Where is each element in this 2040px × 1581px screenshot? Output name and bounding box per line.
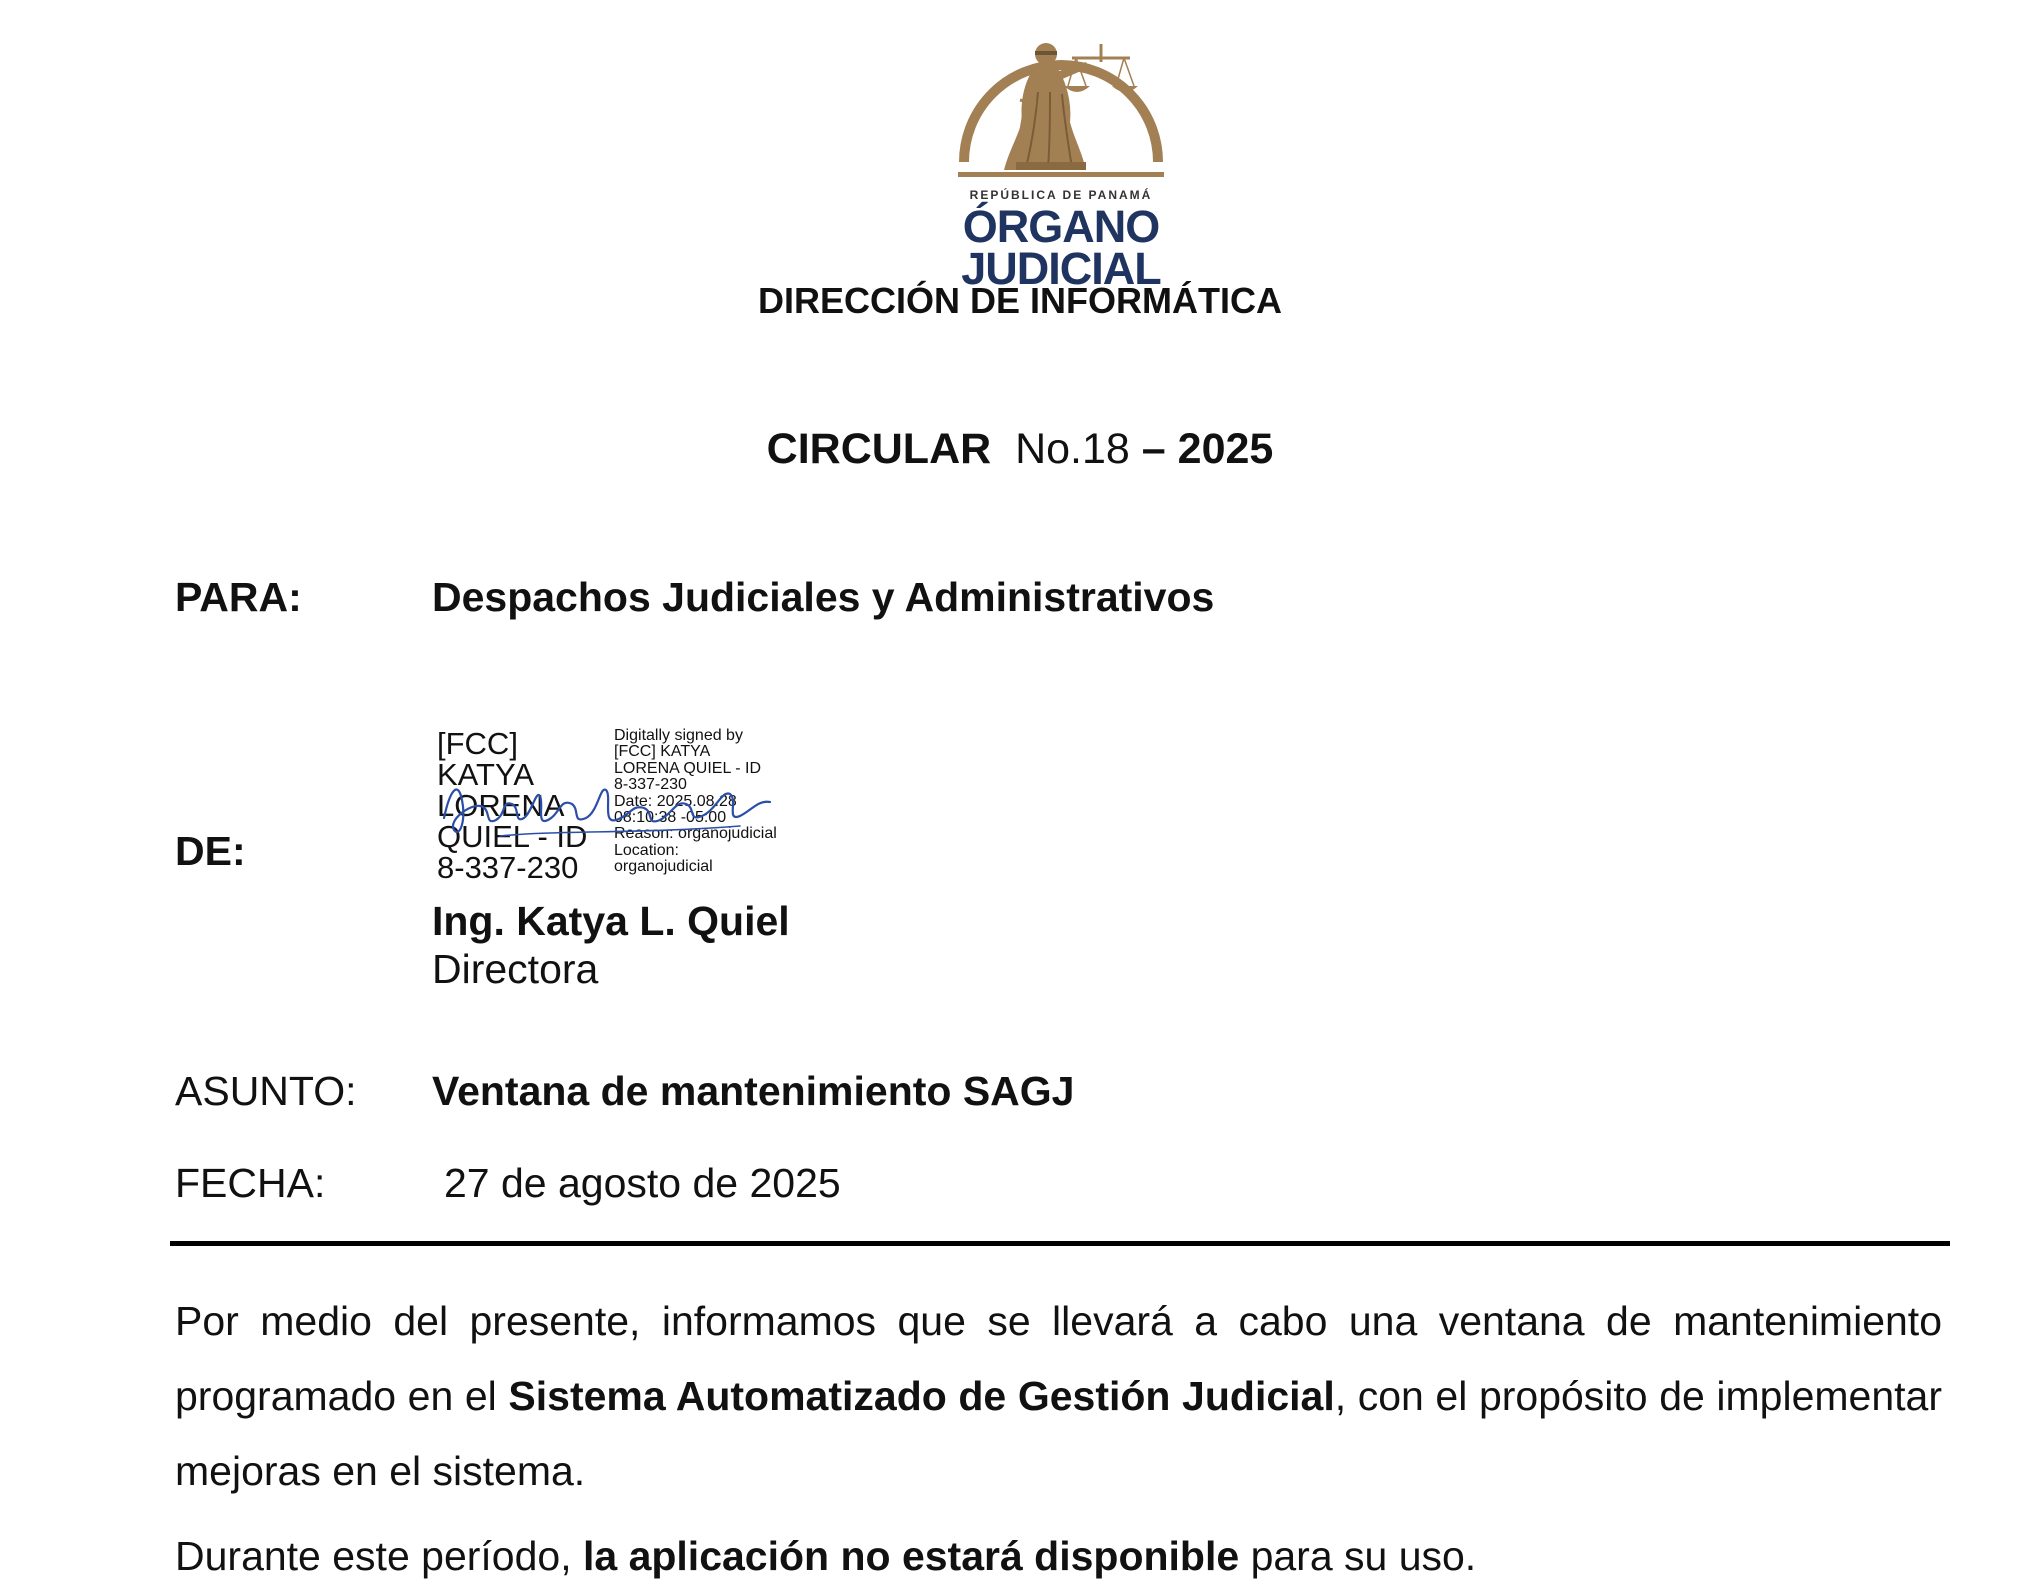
de-title: Directora xyxy=(432,946,599,992)
fecha-value: 27 de agosto de 2025 xyxy=(444,1160,841,1206)
signature-detail-line: [FCC] KATYA xyxy=(614,743,711,761)
body-p1-text-a: Por medio del presente, informamos que se llevará a cabo una ventana de mantenimiento programado en el xyxy=(175,1298,1942,1419)
circular-title xyxy=(0,425,2040,474)
logo-country-text: REPÚBLICA DE PANAMÁ xyxy=(969,188,1153,202)
signature-detail-line: Location: xyxy=(614,841,679,859)
circular-dash: – xyxy=(1141,425,1166,473)
section-divider xyxy=(170,1241,1950,1246)
de-label: DE: xyxy=(175,828,246,874)
body-paragraph-1 xyxy=(175,1284,1942,1509)
signature-detail-line: Digitally signed by xyxy=(614,727,743,744)
logo-word-organo: ÓRGANO xyxy=(962,201,1160,252)
handwritten-signature-icon xyxy=(440,760,780,850)
lady-justice-emblem-icon xyxy=(946,22,1176,192)
signature-left-line: 8-337-230 xyxy=(437,850,579,885)
de-name: Ing. Katya L. Quiel xyxy=(432,898,790,944)
logo-word-judicial: JUDICIAL xyxy=(961,243,1161,294)
signature-detail-line: 08:10:38 -05:00 xyxy=(614,809,727,827)
circular-number: No.18 xyxy=(1015,425,1130,473)
signature-detail-line: organojudicial xyxy=(614,858,713,876)
body-p1-text-c: , con el propósito de implementar mejoras en el sistema. xyxy=(175,1373,1942,1494)
body-paragraph-2 xyxy=(175,1531,1942,1581)
signature-left-line: KATYA xyxy=(437,757,535,792)
para-value: Despachos Judiciales y Administrativos xyxy=(432,574,1215,620)
signature-detail-line: 8-337-230 xyxy=(614,776,687,794)
body-p2-text-c: para su uso. xyxy=(1239,1533,1477,1579)
fecha-label: FECHA: xyxy=(175,1160,326,1206)
signature-detail-line: Reason: organojudicial xyxy=(614,825,777,843)
signature-left-line: [FCC] xyxy=(437,726,518,761)
body-p2-unavailable: la aplicación no estará disponible xyxy=(582,1533,1240,1579)
circular-label: CIRCULAR xyxy=(766,425,992,473)
signature-detail-line: LORENA QUIEL - ID xyxy=(614,759,761,777)
department-heading: DIRECCIÓN DE INFORMÁTICA xyxy=(758,280,1282,321)
para-label: PARA: xyxy=(175,574,302,620)
asunto-value: Ventana de mantenimiento SAGJ xyxy=(432,1068,1075,1114)
signature-left-line: QUIEL - ID xyxy=(437,819,588,854)
body-p2-text-a: Durante este período, xyxy=(175,1533,583,1579)
asunto-label: ASUNTO: xyxy=(175,1068,357,1114)
signature-detail-line: Date: 2025.08.28 xyxy=(614,792,737,810)
body-p1-system-name: Sistema Automatizado de Gestión Judicial xyxy=(508,1373,1335,1419)
organo-judicial-logo xyxy=(946,22,1176,294)
circular-year: 2025 xyxy=(1177,425,1274,473)
signature-left-line: LORENA xyxy=(437,788,565,823)
